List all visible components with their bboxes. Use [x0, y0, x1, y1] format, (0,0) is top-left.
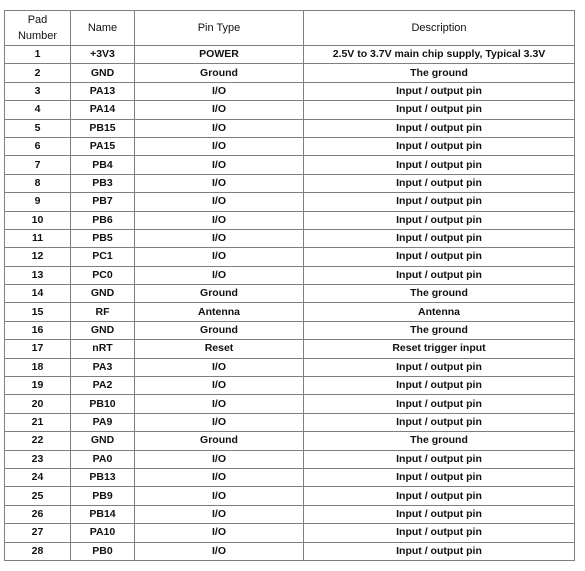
pin-type-cell: I/O — [135, 211, 304, 229]
pin-name-cell: PC1 — [71, 248, 135, 266]
pad-number-cell: 24 — [5, 468, 71, 486]
table-row — [5, 156, 575, 174]
pad-number-cell: 1 — [5, 46, 71, 64]
description-cell: Input / output pin — [304, 101, 575, 119]
table-row — [5, 321, 575, 339]
table-row — [5, 248, 575, 266]
pad-number-cell: 28 — [5, 542, 71, 560]
description-cell: Reset trigger input — [304, 340, 575, 358]
description-cell: Input / output pin — [304, 119, 575, 137]
pad-number-cell: 8 — [5, 174, 71, 192]
table-row — [5, 468, 575, 486]
pin-type-cell: I/O — [135, 413, 304, 431]
pin-name-cell: PB13 — [71, 468, 135, 486]
pin-type-cell: Ground — [135, 285, 304, 303]
table-row — [5, 137, 575, 155]
pin-name-cell: +3V3 — [71, 46, 135, 64]
pad-number-cell: 14 — [5, 285, 71, 303]
pin-type-cell: Ground — [135, 432, 304, 450]
pad-number-cell: 17 — [5, 340, 71, 358]
pin-name-cell: PA14 — [71, 101, 135, 119]
description-cell: Input / output pin — [304, 377, 575, 395]
pin-name-cell: PA0 — [71, 450, 135, 468]
pin-type-cell: I/O — [135, 101, 304, 119]
description-cell: Input / output pin — [304, 174, 575, 192]
pin-type-cell: I/O — [135, 193, 304, 211]
description-cell: Input / output pin — [304, 229, 575, 247]
description-cell: Input / output pin — [304, 266, 575, 284]
table-body — [5, 46, 575, 561]
pad-number-cell: 19 — [5, 377, 71, 395]
pin-name-cell: PB15 — [71, 119, 135, 137]
description-cell: Input / output pin — [304, 487, 575, 505]
pin-type-cell: I/O — [135, 358, 304, 376]
description-cell: Input / output pin — [304, 395, 575, 413]
table-row — [5, 377, 575, 395]
pin-type-cell: POWER — [135, 46, 304, 64]
pin-name-cell: PA2 — [71, 377, 135, 395]
pad-number-cell: 25 — [5, 487, 71, 505]
pad-number-cell: 2 — [5, 64, 71, 82]
pin-type-cell: I/O — [135, 450, 304, 468]
pad-number-cell: 3 — [5, 82, 71, 100]
description-cell: Input / output pin — [304, 468, 575, 486]
table-row — [5, 432, 575, 450]
pin-definition-table — [4, 10, 575, 561]
pin-type-cell: I/O — [135, 505, 304, 523]
pin-type-cell: I/O — [135, 82, 304, 100]
pin-name-cell: PB9 — [71, 487, 135, 505]
table-row — [5, 505, 575, 523]
table-row — [5, 524, 575, 542]
pad-number-cell: 27 — [5, 524, 71, 542]
pin-type-cell: I/O — [135, 395, 304, 413]
description-cell: Antenna — [304, 303, 575, 321]
table-row — [5, 211, 575, 229]
table-row — [5, 174, 575, 192]
header-description: Description — [304, 11, 575, 46]
pin-name-cell: GND — [71, 285, 135, 303]
pad-number-cell: 11 — [5, 229, 71, 247]
pin-name-cell: PA3 — [71, 358, 135, 376]
description-cell: Input / output pin — [304, 524, 575, 542]
pad-number-cell: 12 — [5, 248, 71, 266]
pin-name-cell: PA13 — [71, 82, 135, 100]
pin-name-cell: PB5 — [71, 229, 135, 247]
description-cell: Input / output pin — [304, 542, 575, 560]
pin-name-cell: GND — [71, 432, 135, 450]
pin-name-cell: RF — [71, 303, 135, 321]
pad-number-cell: 10 — [5, 211, 71, 229]
pad-number-cell: 23 — [5, 450, 71, 468]
description-cell: Input / output pin — [304, 211, 575, 229]
pad-number-cell: 15 — [5, 303, 71, 321]
description-cell: Input / output pin — [304, 156, 575, 174]
header-pin-type: Pin Type — [135, 11, 304, 46]
pin-name-cell: PB6 — [71, 211, 135, 229]
table-row — [5, 266, 575, 284]
pin-type-cell: I/O — [135, 156, 304, 174]
pad-number-cell: 6 — [5, 137, 71, 155]
pin-name-cell: PA9 — [71, 413, 135, 431]
description-cell: Input / output pin — [304, 248, 575, 266]
pin-type-cell: Ground — [135, 321, 304, 339]
pin-name-cell: PB0 — [71, 542, 135, 560]
description-cell: The ground — [304, 432, 575, 450]
pin-name-cell: PA10 — [71, 524, 135, 542]
pin-type-cell: I/O — [135, 542, 304, 560]
table-row — [5, 487, 575, 505]
description-cell: Input / output pin — [304, 505, 575, 523]
table-row — [5, 413, 575, 431]
pin-type-cell: I/O — [135, 487, 304, 505]
description-cell: Input / output pin — [304, 413, 575, 431]
pad-number-cell: 4 — [5, 101, 71, 119]
table-header-row — [5, 11, 575, 46]
pin-name-cell: PB10 — [71, 395, 135, 413]
pin-type-cell: Ground — [135, 64, 304, 82]
header-name: Name — [71, 11, 135, 46]
pad-number-cell: 18 — [5, 358, 71, 376]
description-cell: Input / output pin — [304, 137, 575, 155]
pin-name-cell: GND — [71, 64, 135, 82]
pad-number-cell: 9 — [5, 193, 71, 211]
description-cell: Input / output pin — [304, 358, 575, 376]
description-cell: The ground — [304, 321, 575, 339]
pad-number-cell: 7 — [5, 156, 71, 174]
table-row — [5, 64, 575, 82]
pin-name-cell: PB7 — [71, 193, 135, 211]
pad-number-cell: 22 — [5, 432, 71, 450]
description-cell: Input / output pin — [304, 450, 575, 468]
description-cell: Input / output pin — [304, 82, 575, 100]
pin-name-cell: nRT — [71, 340, 135, 358]
table-row — [5, 340, 575, 358]
pin-type-cell: Antenna — [135, 303, 304, 321]
table-row — [5, 542, 575, 560]
pin-table-container — [4, 10, 574, 561]
pad-number-cell: 26 — [5, 505, 71, 523]
pin-name-cell: PB14 — [71, 505, 135, 523]
header-pad-line1: Pad — [27, 14, 48, 26]
pin-type-cell: I/O — [135, 248, 304, 266]
pin-type-cell: I/O — [135, 119, 304, 137]
header-pad-line2: Number — [17, 30, 58, 42]
pad-number-cell: 5 — [5, 119, 71, 137]
pin-type-cell: I/O — [135, 174, 304, 192]
pin-type-cell: I/O — [135, 266, 304, 284]
pad-number-cell: 13 — [5, 266, 71, 284]
pin-type-cell: Reset — [135, 340, 304, 358]
pin-name-cell: PA15 — [71, 137, 135, 155]
header-pad-number — [5, 11, 71, 46]
table-row — [5, 82, 575, 100]
pin-type-cell: I/O — [135, 377, 304, 395]
table-row — [5, 101, 575, 119]
table-row — [5, 303, 575, 321]
pin-type-cell: I/O — [135, 524, 304, 542]
table-row — [5, 46, 575, 64]
description-cell: The ground — [304, 285, 575, 303]
table-row — [5, 229, 575, 247]
table-row — [5, 358, 575, 376]
description-cell: The ground — [304, 64, 575, 82]
pin-name-cell: PB3 — [71, 174, 135, 192]
pin-name-cell: PB4 — [71, 156, 135, 174]
pin-type-cell: I/O — [135, 137, 304, 155]
table-row — [5, 193, 575, 211]
table-row — [5, 285, 575, 303]
table-row — [5, 119, 575, 137]
pad-number-cell: 16 — [5, 321, 71, 339]
table-row — [5, 450, 575, 468]
table-row — [5, 395, 575, 413]
pin-name-cell: GND — [71, 321, 135, 339]
pin-name-cell: PC0 — [71, 266, 135, 284]
pad-number-cell: 21 — [5, 413, 71, 431]
description-cell: Input / output pin — [304, 193, 575, 211]
pad-number-cell: 20 — [5, 395, 71, 413]
description-cell: 2.5V to 3.7V main chip supply, Typical 3.3V — [304, 46, 575, 64]
pin-type-cell: I/O — [135, 229, 304, 247]
pin-type-cell: I/O — [135, 468, 304, 486]
